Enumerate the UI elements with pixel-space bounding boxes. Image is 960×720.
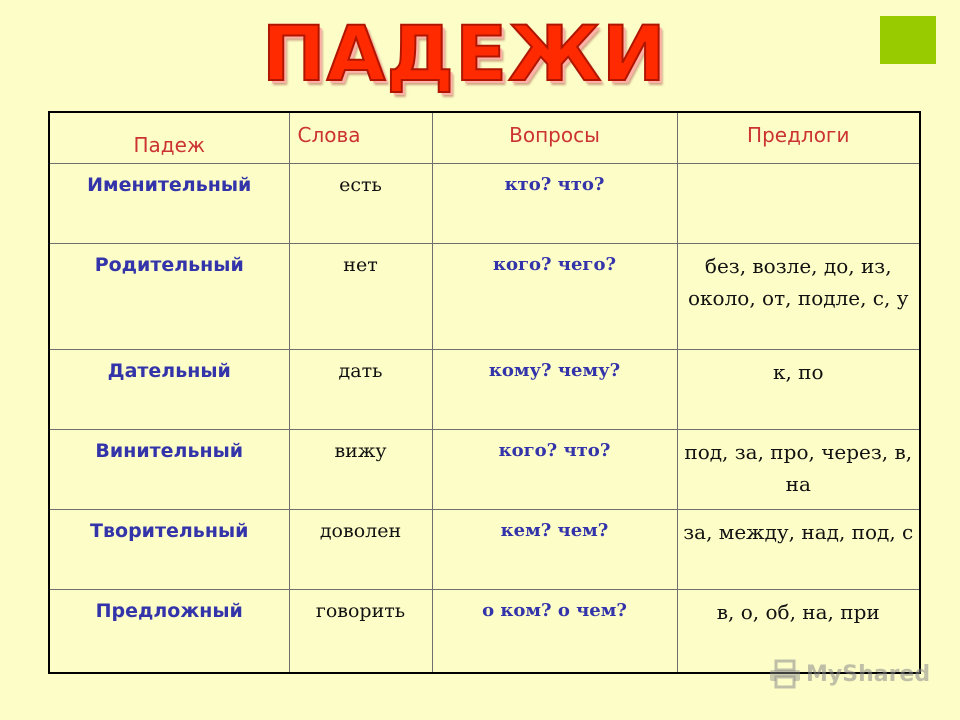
prepositions-cell: за, между, над, под, с xyxy=(677,509,920,589)
word-cell: вижу xyxy=(289,429,432,509)
table-row xyxy=(49,509,920,589)
case-cell: Творительный xyxy=(49,509,289,589)
nav-square-button[interactable] xyxy=(880,16,936,64)
case-cell: Винительный xyxy=(49,429,289,509)
table-row xyxy=(49,429,920,509)
table-row xyxy=(49,163,920,243)
case-cell: Дательный xyxy=(49,349,289,429)
watermark-text: MyShared xyxy=(806,661,931,687)
word-cell: есть xyxy=(289,163,432,243)
prepositions-cell: в, о, об, на, при xyxy=(677,589,920,673)
case-cell: Предложный xyxy=(49,589,289,673)
question-cell: кого? чего? xyxy=(432,243,677,349)
printer-icon xyxy=(768,659,802,689)
prepositions-cell: без, возле, до, из, около, от, подле, с, у xyxy=(677,243,920,349)
prepositions-cell xyxy=(677,163,920,243)
cases-table xyxy=(48,111,921,674)
header-prepositions: Предлоги xyxy=(677,112,920,163)
prepositions-cell: к, по xyxy=(677,349,920,429)
word-cell: говорить xyxy=(289,589,432,673)
header-case: Падеж xyxy=(49,112,289,163)
page-title: ПАДЕЖИ xyxy=(262,9,667,98)
watermark xyxy=(768,654,930,694)
table-row xyxy=(49,243,920,349)
case-cell: Именительный xyxy=(49,163,289,243)
word-cell: доволен xyxy=(289,509,432,589)
header-words: Слова xyxy=(289,112,432,163)
case-cell: Родительный xyxy=(49,243,289,349)
word-cell: нет xyxy=(289,243,432,349)
question-cell: кем? чем? xyxy=(432,509,677,589)
question-cell: кого? что? xyxy=(432,429,677,509)
question-cell: кто? что? xyxy=(432,163,677,243)
word-cell: дать xyxy=(289,349,432,429)
header-questions: Вопросы xyxy=(432,112,677,163)
question-cell: кому? чему? xyxy=(432,349,677,429)
question-cell: о ком? о чем? xyxy=(432,589,677,673)
table-row xyxy=(49,349,920,429)
prepositions-cell: под, за, про, через, в, на xyxy=(677,429,920,509)
table-header-row xyxy=(49,112,920,163)
